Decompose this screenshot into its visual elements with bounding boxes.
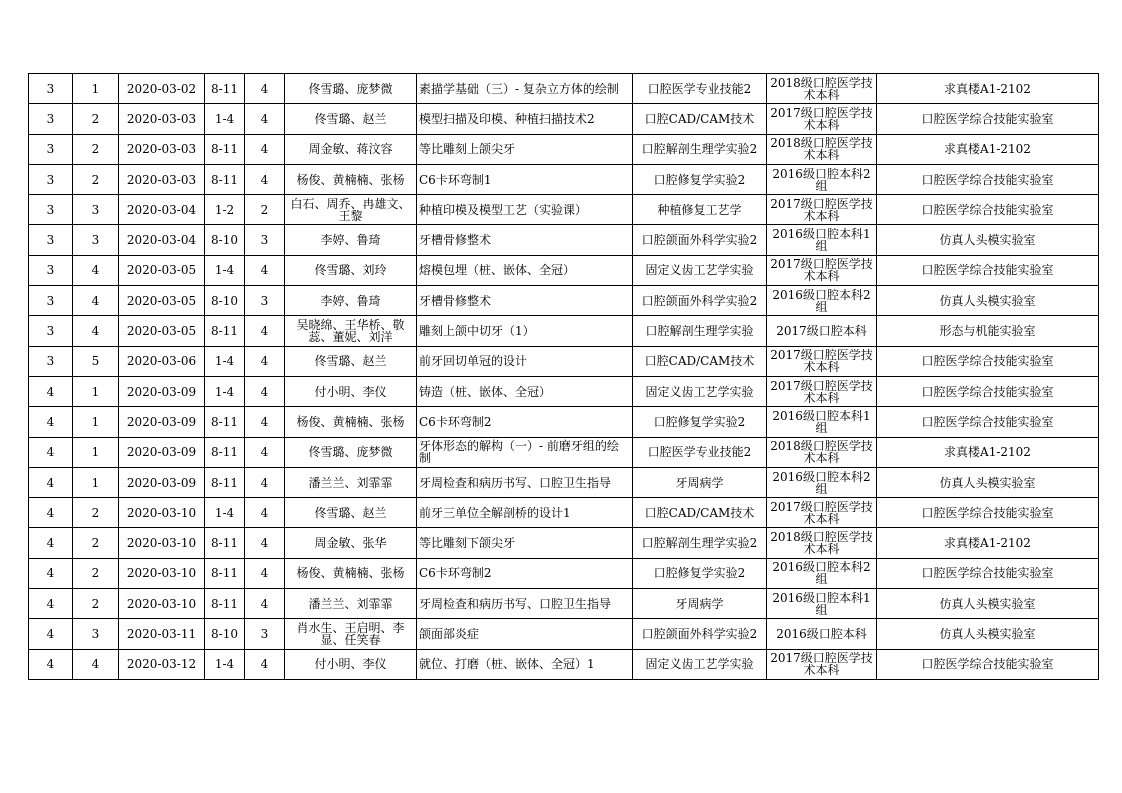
location-cell: 仿真人头模实验室 xyxy=(877,467,1099,497)
content-cell: 种植印模及模型工艺（实验课） xyxy=(417,195,633,225)
location-cell: 口腔医学综合技能实验室 xyxy=(877,164,1099,194)
day-cell: 4 xyxy=(73,649,119,679)
day-cell: 3 xyxy=(73,619,119,649)
course-cell: 固定义齿工艺学实验 xyxy=(633,376,767,406)
content-cell: C6卡环弯制2 xyxy=(417,558,633,588)
content-cell: 等比雕刻上颌尖牙 xyxy=(417,134,633,164)
class-cell: 2017级口腔医学技术本科 xyxy=(767,195,877,225)
table-row xyxy=(29,74,1099,104)
course-cell: 牙周病学 xyxy=(633,467,767,497)
day-cell: 1 xyxy=(73,376,119,406)
course-cell: 牙周病学 xyxy=(633,589,767,619)
course-cell: 口腔修复学实验2 xyxy=(633,558,767,588)
week-cell: 4 xyxy=(29,558,73,588)
period-cell: 1-2 xyxy=(205,195,245,225)
hours-cell: 4 xyxy=(245,407,285,437)
teachers-cell: 白石、周乔、冉雄文、王黎 xyxy=(285,195,417,225)
day-cell: 2 xyxy=(73,528,119,558)
period-cell: 8-11 xyxy=(205,528,245,558)
table-row xyxy=(29,195,1099,225)
week-cell: 3 xyxy=(29,74,73,104)
teachers-cell: 李婷、鲁琦 xyxy=(285,225,417,255)
date-cell: 2020-03-10 xyxy=(119,558,205,588)
period-cell: 8-10 xyxy=(205,225,245,255)
date-cell: 2020-03-11 xyxy=(119,619,205,649)
table-row xyxy=(29,619,1099,649)
class-cell: 2016级口腔本科2组 xyxy=(767,286,877,316)
location-cell: 仿真人头模实验室 xyxy=(877,286,1099,316)
day-cell: 2 xyxy=(73,164,119,194)
teachers-cell: 肖水生、王启明、李显、任笑春 xyxy=(285,619,417,649)
week-cell: 4 xyxy=(29,437,73,467)
period-cell: 8-11 xyxy=(205,316,245,346)
hours-cell: 4 xyxy=(245,437,285,467)
date-cell: 2020-03-04 xyxy=(119,225,205,255)
teachers-cell: 佟雪璐、赵兰 xyxy=(285,104,417,134)
teachers-cell: 吴晓绵、王华桥、敬蕊、董妮、刘洋 xyxy=(285,316,417,346)
teachers-cell: 杨俊、黄楠楠、张杨 xyxy=(285,164,417,194)
class-cell: 2016级口腔本科1组 xyxy=(767,225,877,255)
hours-cell: 4 xyxy=(245,467,285,497)
period-cell: 8-11 xyxy=(205,558,245,588)
day-cell: 4 xyxy=(73,316,119,346)
course-cell: 口腔CAD/CAM技术 xyxy=(633,346,767,376)
teachers-cell: 潘兰兰、刘霏霏 xyxy=(285,589,417,619)
teachers-cell: 佟雪璐、赵兰 xyxy=(285,346,417,376)
date-cell: 2020-03-03 xyxy=(119,104,205,134)
hours-cell: 4 xyxy=(245,346,285,376)
location-cell: 口腔医学综合技能实验室 xyxy=(877,498,1099,528)
content-cell: 模型扫描及印模、种植扫描技术2 xyxy=(417,104,633,134)
hours-cell: 4 xyxy=(245,528,285,558)
class-cell: 2017级口腔医学技术本科 xyxy=(767,255,877,285)
teachers-cell: 周金敏、蒋汶容 xyxy=(285,134,417,164)
day-cell: 1 xyxy=(73,407,119,437)
week-cell: 3 xyxy=(29,316,73,346)
location-cell: 仿真人头模实验室 xyxy=(877,619,1099,649)
class-cell: 2017级口腔医学技术本科 xyxy=(767,346,877,376)
course-cell: 口腔解剖生理学实验2 xyxy=(633,528,767,558)
course-cell: 口腔医学专业技能2 xyxy=(633,437,767,467)
table-row xyxy=(29,467,1099,497)
content-cell: 雕刻上颌中切牙（1） xyxy=(417,316,633,346)
teachers-cell: 佟雪璐、庞梦微 xyxy=(285,74,417,104)
location-cell: 求真楼A1-2102 xyxy=(877,74,1099,104)
hours-cell: 2 xyxy=(245,195,285,225)
teachers-cell: 李婷、鲁琦 xyxy=(285,286,417,316)
day-cell: 1 xyxy=(73,74,119,104)
week-cell: 3 xyxy=(29,104,73,134)
course-cell: 口腔医学专业技能2 xyxy=(633,74,767,104)
day-cell: 2 xyxy=(73,134,119,164)
location-cell: 求真楼A1-2102 xyxy=(877,437,1099,467)
day-cell: 4 xyxy=(73,286,119,316)
week-cell: 4 xyxy=(29,376,73,406)
class-cell: 2017级口腔医学技术本科 xyxy=(767,498,877,528)
content-cell: C6卡环弯制2 xyxy=(417,407,633,437)
teachers-cell: 潘兰兰、刘霏霏 xyxy=(285,467,417,497)
class-cell: 2016级口腔本科1组 xyxy=(767,407,877,437)
location-cell: 形态与机能实验室 xyxy=(877,316,1099,346)
teachers-cell: 佟雪璐、刘玲 xyxy=(285,255,417,285)
course-cell: 口腔CAD/CAM技术 xyxy=(633,498,767,528)
day-cell: 5 xyxy=(73,346,119,376)
week-cell: 4 xyxy=(29,528,73,558)
date-cell: 2020-03-12 xyxy=(119,649,205,679)
hours-cell: 4 xyxy=(245,164,285,194)
period-cell: 8-11 xyxy=(205,467,245,497)
date-cell: 2020-03-02 xyxy=(119,74,205,104)
hours-cell: 4 xyxy=(245,104,285,134)
class-cell: 2017级口腔医学技术本科 xyxy=(767,104,877,134)
table-row xyxy=(29,437,1099,467)
location-cell: 口腔医学综合技能实验室 xyxy=(877,346,1099,376)
location-cell: 口腔医学综合技能实验室 xyxy=(877,195,1099,225)
schedule-table xyxy=(28,73,1099,680)
location-cell: 仿真人头模实验室 xyxy=(877,589,1099,619)
location-cell: 口腔医学综合技能实验室 xyxy=(877,255,1099,285)
teachers-cell: 佟雪璐、庞梦微 xyxy=(285,437,417,467)
hours-cell: 3 xyxy=(245,225,285,255)
course-cell: 口腔解剖生理学实验2 xyxy=(633,134,767,164)
week-cell: 4 xyxy=(29,619,73,649)
table-row xyxy=(29,316,1099,346)
class-cell: 2018级口腔医学技术本科 xyxy=(767,528,877,558)
course-cell: 固定义齿工艺学实验 xyxy=(633,255,767,285)
date-cell: 2020-03-03 xyxy=(119,164,205,194)
course-cell: 固定义齿工艺学实验 xyxy=(633,649,767,679)
date-cell: 2020-03-05 xyxy=(119,286,205,316)
class-cell: 2016级口腔本科2组 xyxy=(767,164,877,194)
day-cell: 3 xyxy=(73,195,119,225)
week-cell: 3 xyxy=(29,346,73,376)
period-cell: 8-11 xyxy=(205,407,245,437)
hours-cell: 4 xyxy=(245,74,285,104)
content-cell: 牙槽骨修整术 xyxy=(417,225,633,255)
course-cell: 口腔修复学实验2 xyxy=(633,164,767,194)
period-cell: 8-11 xyxy=(205,134,245,164)
table-row xyxy=(29,376,1099,406)
teachers-cell: 周金敏、张华 xyxy=(285,528,417,558)
location-cell: 求真楼A1-2102 xyxy=(877,528,1099,558)
content-cell: 牙周检查和病历书写、口腔卫生指导 xyxy=(417,467,633,497)
day-cell: 1 xyxy=(73,437,119,467)
day-cell: 4 xyxy=(73,255,119,285)
week-cell: 4 xyxy=(29,407,73,437)
period-cell: 1-4 xyxy=(205,104,245,134)
content-cell: 熔模包埋（桩、嵌体、全冠） xyxy=(417,255,633,285)
day-cell: 2 xyxy=(73,558,119,588)
hours-cell: 4 xyxy=(245,649,285,679)
course-cell: 口腔颌面外科学实验2 xyxy=(633,225,767,255)
class-cell: 2018级口腔医学技术本科 xyxy=(767,74,877,104)
hours-cell: 4 xyxy=(245,589,285,619)
day-cell: 1 xyxy=(73,467,119,497)
class-cell: 2018级口腔医学技术本科 xyxy=(767,134,877,164)
course-cell: 种植修复工艺学 xyxy=(633,195,767,225)
content-cell: 素描学基础（三）- 复杂立方体的绘制 xyxy=(417,74,633,104)
class-cell: 2017级口腔本科 xyxy=(767,316,877,346)
table-row xyxy=(29,164,1099,194)
hours-cell: 4 xyxy=(245,558,285,588)
period-cell: 8-10 xyxy=(205,619,245,649)
class-cell: 2016级口腔本科2组 xyxy=(767,558,877,588)
content-cell: 等比雕刻下颌尖牙 xyxy=(417,528,633,558)
table-row xyxy=(29,346,1099,376)
content-cell: 铸造（桩、嵌体、全冠） xyxy=(417,376,633,406)
teachers-cell: 杨俊、黄楠楠、张杨 xyxy=(285,558,417,588)
table-row xyxy=(29,528,1099,558)
teachers-cell: 付小明、李仪 xyxy=(285,649,417,679)
content-cell: 就位、打磨（桩、嵌体、全冠）1 xyxy=(417,649,633,679)
hours-cell: 4 xyxy=(245,134,285,164)
hours-cell: 4 xyxy=(245,498,285,528)
date-cell: 2020-03-09 xyxy=(119,437,205,467)
week-cell: 3 xyxy=(29,195,73,225)
location-cell: 口腔医学综合技能实验室 xyxy=(877,376,1099,406)
date-cell: 2020-03-05 xyxy=(119,255,205,285)
course-cell: 口腔解剖生理学实验 xyxy=(633,316,767,346)
table-row xyxy=(29,286,1099,316)
content-cell: 牙体形态的解构（一）- 前磨牙组的绘制 xyxy=(417,437,633,467)
period-cell: 8-11 xyxy=(205,589,245,619)
period-cell: 1-4 xyxy=(205,346,245,376)
date-cell: 2020-03-09 xyxy=(119,407,205,437)
content-cell: C6卡环弯制1 xyxy=(417,164,633,194)
location-cell: 口腔医学综合技能实验室 xyxy=(877,407,1099,437)
date-cell: 2020-03-10 xyxy=(119,589,205,619)
course-cell: 口腔修复学实验2 xyxy=(633,407,767,437)
week-cell: 3 xyxy=(29,255,73,285)
week-cell: 4 xyxy=(29,467,73,497)
content-cell: 颌面部炎症 xyxy=(417,619,633,649)
location-cell: 求真楼A1-2102 xyxy=(877,134,1099,164)
table-row xyxy=(29,498,1099,528)
course-cell: 口腔颌面外科学实验2 xyxy=(633,619,767,649)
teachers-cell: 付小明、李仪 xyxy=(285,376,417,406)
class-cell: 2016级口腔本科2组 xyxy=(767,467,877,497)
period-cell: 8-11 xyxy=(205,437,245,467)
teachers-cell: 杨俊、黄楠楠、张杨 xyxy=(285,407,417,437)
period-cell: 1-4 xyxy=(205,649,245,679)
table-row xyxy=(29,104,1099,134)
hours-cell: 4 xyxy=(245,376,285,406)
hours-cell: 3 xyxy=(245,286,285,316)
period-cell: 1-4 xyxy=(205,376,245,406)
week-cell: 4 xyxy=(29,589,73,619)
date-cell: 2020-03-09 xyxy=(119,376,205,406)
table-row xyxy=(29,649,1099,679)
week-cell: 3 xyxy=(29,286,73,316)
period-cell: 1-4 xyxy=(205,498,245,528)
class-cell: 2017级口腔医学技术本科 xyxy=(767,376,877,406)
week-cell: 3 xyxy=(29,164,73,194)
week-cell: 3 xyxy=(29,134,73,164)
class-cell: 2018级口腔医学技术本科 xyxy=(767,437,877,467)
class-cell: 2016级口腔本科 xyxy=(767,619,877,649)
course-cell: 口腔CAD/CAM技术 xyxy=(633,104,767,134)
table-row xyxy=(29,134,1099,164)
table-row xyxy=(29,255,1099,285)
content-cell: 前牙三单位全解剖桥的设计1 xyxy=(417,498,633,528)
week-cell: 3 xyxy=(29,225,73,255)
location-cell: 口腔医学综合技能实验室 xyxy=(877,558,1099,588)
course-cell: 口腔颌面外科学实验2 xyxy=(633,286,767,316)
hours-cell: 4 xyxy=(245,316,285,346)
table-row xyxy=(29,589,1099,619)
table-row xyxy=(29,558,1099,588)
content-cell: 前牙回切单冠的设计 xyxy=(417,346,633,376)
hours-cell: 4 xyxy=(245,255,285,285)
table-row xyxy=(29,407,1099,437)
date-cell: 2020-03-03 xyxy=(119,134,205,164)
week-cell: 4 xyxy=(29,649,73,679)
week-cell: 4 xyxy=(29,498,73,528)
date-cell: 2020-03-05 xyxy=(119,316,205,346)
date-cell: 2020-03-04 xyxy=(119,195,205,225)
period-cell: 8-11 xyxy=(205,164,245,194)
day-cell: 3 xyxy=(73,225,119,255)
location-cell: 仿真人头模实验室 xyxy=(877,225,1099,255)
teachers-cell: 佟雪璐、赵兰 xyxy=(285,498,417,528)
content-cell: 牙槽骨修整术 xyxy=(417,286,633,316)
date-cell: 2020-03-10 xyxy=(119,498,205,528)
date-cell: 2020-03-09 xyxy=(119,467,205,497)
period-cell: 8-10 xyxy=(205,286,245,316)
period-cell: 1-4 xyxy=(205,255,245,285)
day-cell: 2 xyxy=(73,104,119,134)
content-cell: 牙周检查和病历书写、口腔卫生指导 xyxy=(417,589,633,619)
class-cell: 2017级口腔医学技术本科 xyxy=(767,649,877,679)
date-cell: 2020-03-06 xyxy=(119,346,205,376)
table-row xyxy=(29,225,1099,255)
location-cell: 口腔医学综合技能实验室 xyxy=(877,104,1099,134)
day-cell: 2 xyxy=(73,589,119,619)
location-cell: 口腔医学综合技能实验室 xyxy=(877,649,1099,679)
day-cell: 2 xyxy=(73,498,119,528)
hours-cell: 3 xyxy=(245,619,285,649)
period-cell: 8-11 xyxy=(205,74,245,104)
date-cell: 2020-03-10 xyxy=(119,528,205,558)
class-cell: 2016级口腔本科1组 xyxy=(767,589,877,619)
